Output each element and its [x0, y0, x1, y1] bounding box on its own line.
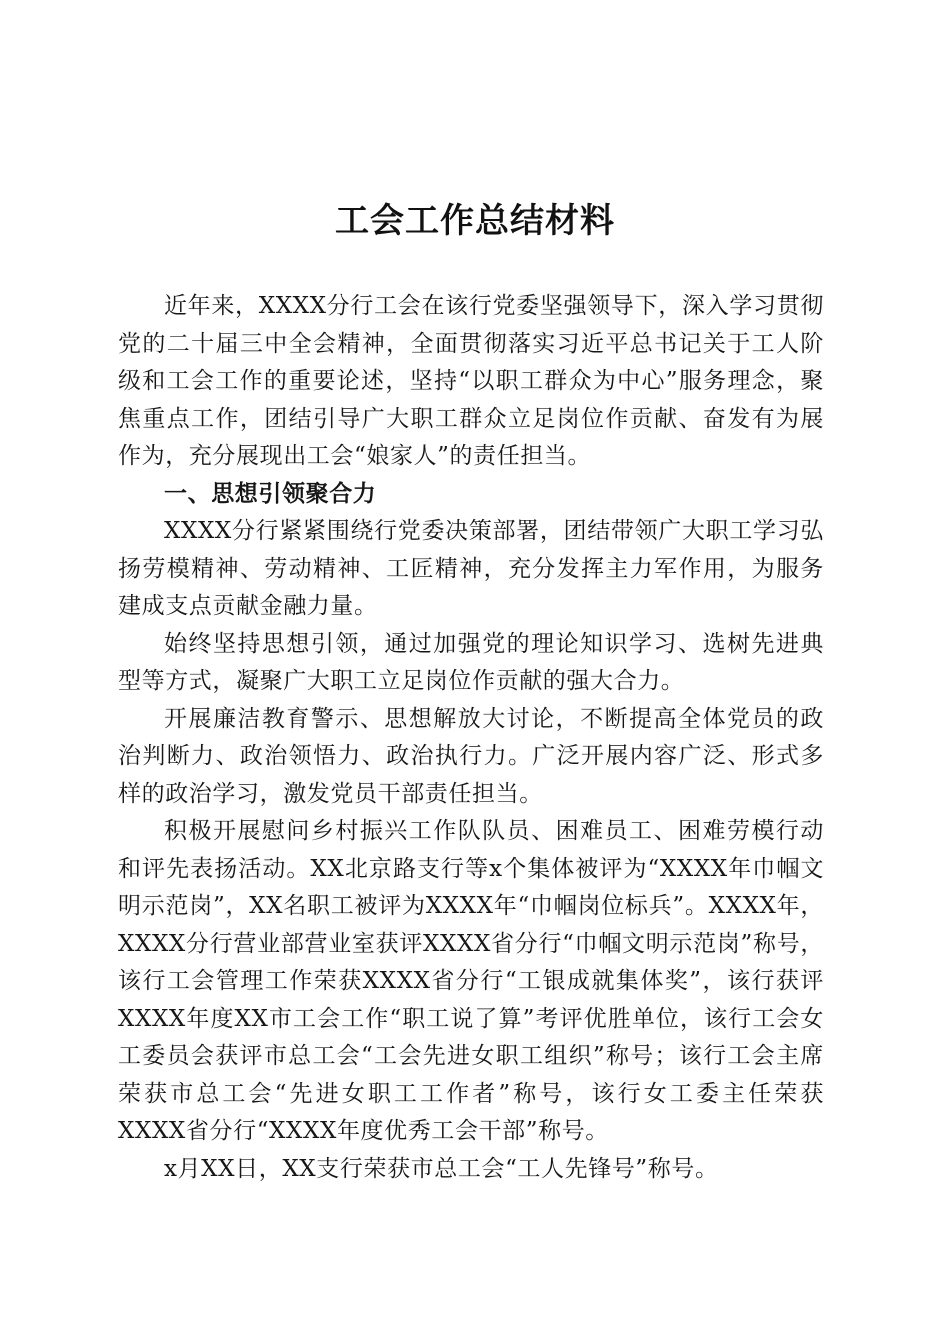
section-paragraph-5: x月XX日，XX支行荣获市总工会“工人先锋号”称号。 — [164, 1155, 719, 1182]
section-paragraph-2: 始终坚持思想引领，通过加强党的理论知识学习、选树先进典型等方式，凝聚广大职工立足岗位作贡献的强大合力。 — [118, 630, 824, 694]
section-paragraph-3: 开展廉洁教育警示、思想解放大讨论，不断提高全体党员的政治判断力、政治领悟力、政治执行力。广泛开展内容广泛、形式多样的政治学习，激发党员干部责任担当。 — [118, 705, 824, 807]
section-heading: 一、思想引领聚合力 — [164, 480, 377, 507]
section-paragraph-4: 积极开展慰问乡村振兴工作队队员、困难员工、困难劳模行动和评先表扬活动。XX北京路支行等x个集体被评为“XXXX年巾帼文明示范岗”，XX名职工被评为XXXX年“巾帼岗位标兵”。XXXX年，XXXX分行营业部营业室获评XXXX省分行“巾帼文明示范岗”称号，该行工会管理工作荣获XXXX省分行“工银成就集体奖”，该行获评XXXX年度XX市工会工作“职工说了算”考评优胜单位，该行工会女工委员会获评市总工会“工会先进女职工组织”称号；该行工会主席荣获市总工会“先进女职工工作者”称号，该行女工委主任荣获XXXX省分行“XXXX年度优秀工会干部”称号。 — [118, 818, 824, 1144]
intro-paragraph: 近年来，XXXX分行工会在该行党委坚强领导下，深入学习贯彻党的二十届三中全会精神，全面贯彻落实习近平总书记关于工人阶级和工会工作的重要论述，坚持“以职工群众为中心”服务理念，聚焦重点工作，团结引导广大职工群众立足岗位作贡献、奋发有为展作为，充分展现出工会“娘家人”的责任担当。 — [118, 293, 824, 469]
document-body — [118, 288, 824, 1188]
section-paragraph-1: XXXX分行紧紧围绕行党委决策部署，团结带领广大职工学习弘扬劳模精神、劳动精神、工匠精神，充分发挥主力军作用，为服务建成支点贡献金融力量。 — [118, 518, 824, 619]
document-title: 工会工作总结材料 — [335, 201, 615, 241]
